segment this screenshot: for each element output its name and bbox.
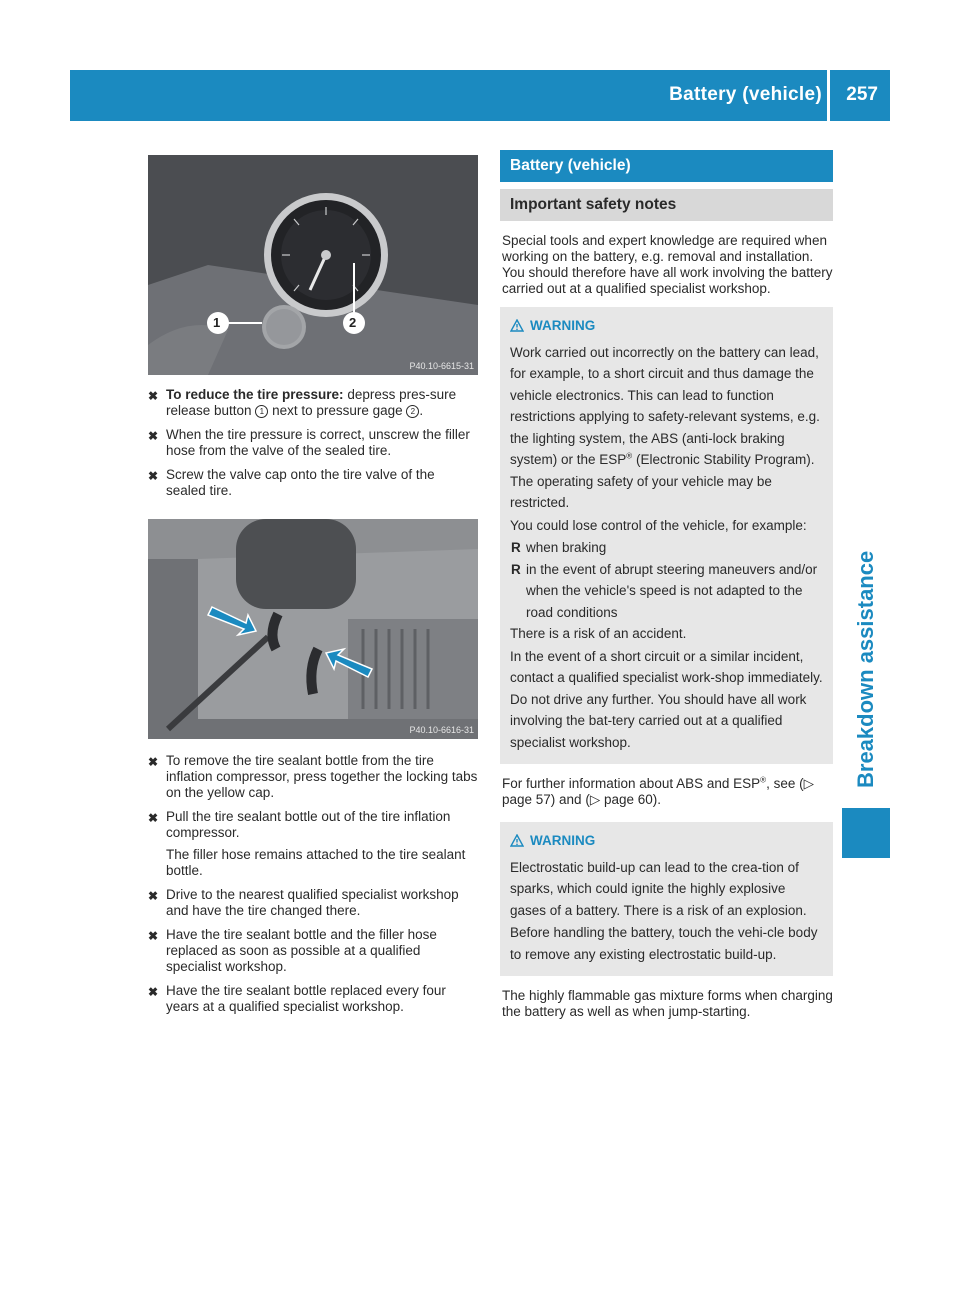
header-divider (827, 70, 830, 121)
warning-title: WARNING (530, 833, 596, 848)
step-note: The filler hose remains attached to the tire sealant bottle. (166, 847, 466, 878)
warning-heading (510, 315, 825, 339)
closing-paragraph: The highly flammable gas mixture forms when charging the battery as well as when jump-starting. (502, 988, 833, 1019)
instruction-step (148, 427, 478, 459)
step-arrow-icon: ✖ (148, 811, 159, 825)
bullet-icon: R (511, 540, 521, 555)
warning-paragraph: Before handling the battery, touch the vehi-cle body to remove any existing electrostatic build-up. (510, 925, 818, 962)
subsection-title: Important safety notes (500, 189, 833, 221)
instruction-step (148, 983, 478, 1015)
step-arrow-icon: ✖ (148, 889, 159, 903)
instruction-step (148, 887, 478, 919)
callout-2: 2 (349, 315, 357, 330)
instruction-step (148, 809, 478, 841)
step-text: next to pressure gage (268, 403, 407, 418)
figure-code: P40.10-6615-31 (409, 361, 474, 371)
step-arrow-icon: ✖ (148, 469, 159, 483)
warning-paragraph: There is a risk of an accident. (510, 626, 687, 641)
step-arrow-icon: ✖ (148, 985, 159, 999)
page-header (70, 70, 890, 121)
warning-text: (Electronic Stability Program). The operating safety of your vehicle may be restricted. (510, 452, 815, 510)
warning-paragraph: Electrostatic build-up can lead to the crea-tion of sparks, which could ignite the highly explosive gases of a battery. There is a risk of an explosion. (510, 859, 807, 918)
warning-list-item (510, 537, 825, 559)
instruction-step (148, 753, 478, 801)
step-text: When the tire pressure is correct, unscrew the filler hose from the valve of the sealed tire. (166, 427, 470, 458)
figure-code: P40.10-6616-31 (409, 725, 474, 735)
step-text: . (419, 403, 424, 418)
warning-triangle-icon (510, 317, 524, 339)
right-column (500, 150, 833, 1020)
callout-ref-2: 2 (406, 405, 419, 418)
list-item-text: when braking (526, 540, 607, 555)
page-number: 257 (846, 84, 878, 105)
step-text: depress pres-sure release button (166, 387, 457, 418)
header-title: Battery (vehicle) (669, 84, 822, 105)
page-link-60[interactable]: page 60). (600, 792, 662, 807)
further-text: For further information about ABS and ESP (502, 776, 761, 791)
compressor-gauge-illustration (148, 155, 478, 375)
step-text: Have the tire sealant bottle replaced every four years at a qualified specialist workshop. (166, 983, 446, 1014)
warning-heading (510, 830, 825, 854)
instruction-step (148, 927, 478, 975)
page-ref-arrow-icon: ▷ (589, 792, 601, 807)
page-ref-arrow-icon: ▷ (803, 776, 814, 791)
bullet-icon: R (511, 561, 521, 577)
intro-paragraph: Special tools and expert knowledge are required when working on the battery, e.g. removal and installation. You should therefore have all work involving the battery carried out at a qualified specialist workshop. (502, 233, 833, 296)
step-text: Screw the valve cap onto the tire valve of the sealed tire. (166, 467, 435, 498)
callout-1: 1 (213, 315, 221, 330)
further-text: , see ( (766, 776, 804, 791)
step-arrow-icon: ✖ (148, 929, 159, 943)
warning-box (500, 822, 833, 976)
further-info-paragraph (500, 776, 833, 808)
warning-paragraph (510, 342, 825, 514)
warning-box (500, 307, 833, 764)
sealant-bottle-illustration (148, 519, 478, 739)
side-tab-marker (842, 808, 890, 858)
registered-mark: ® (626, 451, 633, 461)
warning-list-item (510, 559, 825, 624)
warning-triangle-icon (510, 832, 524, 854)
page-link-57[interactable]: page 57) and ( (502, 792, 590, 807)
warning-text: Work carried out incorrectly on the battery can lead, for example, to a short circuit and thus damage the vehicle electronics. This can lead to function restrictions applying to safety-relevant systems, e.g. the lighting system, the ABS (anti-lock braking system) or the ESP (510, 344, 820, 467)
left-column (148, 155, 478, 1015)
step-arrow-icon: ✖ (148, 389, 159, 403)
list-item-text: in the event of abrupt steering maneuvers and/or when the vehicle's speed is not adapted to the road conditions (526, 561, 818, 620)
step-arrow-icon: ✖ (148, 429, 159, 443)
registered-mark: ® (760, 775, 767, 785)
step-lead: To reduce the tire pressure: (166, 387, 344, 402)
step-text: Drive to the nearest qualified specialist workshop and have the tire changed there. (166, 887, 459, 918)
step-text: Pull the tire sealant bottle out of the tire inflation compressor. (166, 809, 451, 840)
side-tab-label: Breakdown assistance (853, 550, 878, 788)
section-title: Battery (vehicle) (500, 150, 833, 182)
step-text: Have the tire sealant bottle and the filler hose replaced as soon as possible at a qualified specialist workshop. (166, 927, 437, 974)
instruction-step (148, 387, 478, 419)
step-text: To remove the tire sealant bottle from the tire inflation compressor, press together the locking tabs on the yellow cap. (166, 753, 478, 800)
warning-paragraph: You could lose control of the vehicle, for example: (510, 517, 807, 533)
warning-paragraph: In the event of a short circuit or a similar incident, contact a qualified specialist work-shop immediately. Do not drive any further. You should have all work involving the bat-tery carried out at a qualified specialist workshop. (510, 648, 823, 750)
compressor-gauge-figure (148, 155, 478, 375)
warning-title: WARNING (530, 318, 596, 333)
step-arrow-icon: ✖ (148, 755, 159, 769)
side-tab (842, 121, 890, 857)
instruction-step (148, 467, 478, 499)
sealant-bottle-figure (148, 519, 478, 739)
callout-ref-1: 1 (255, 405, 268, 418)
